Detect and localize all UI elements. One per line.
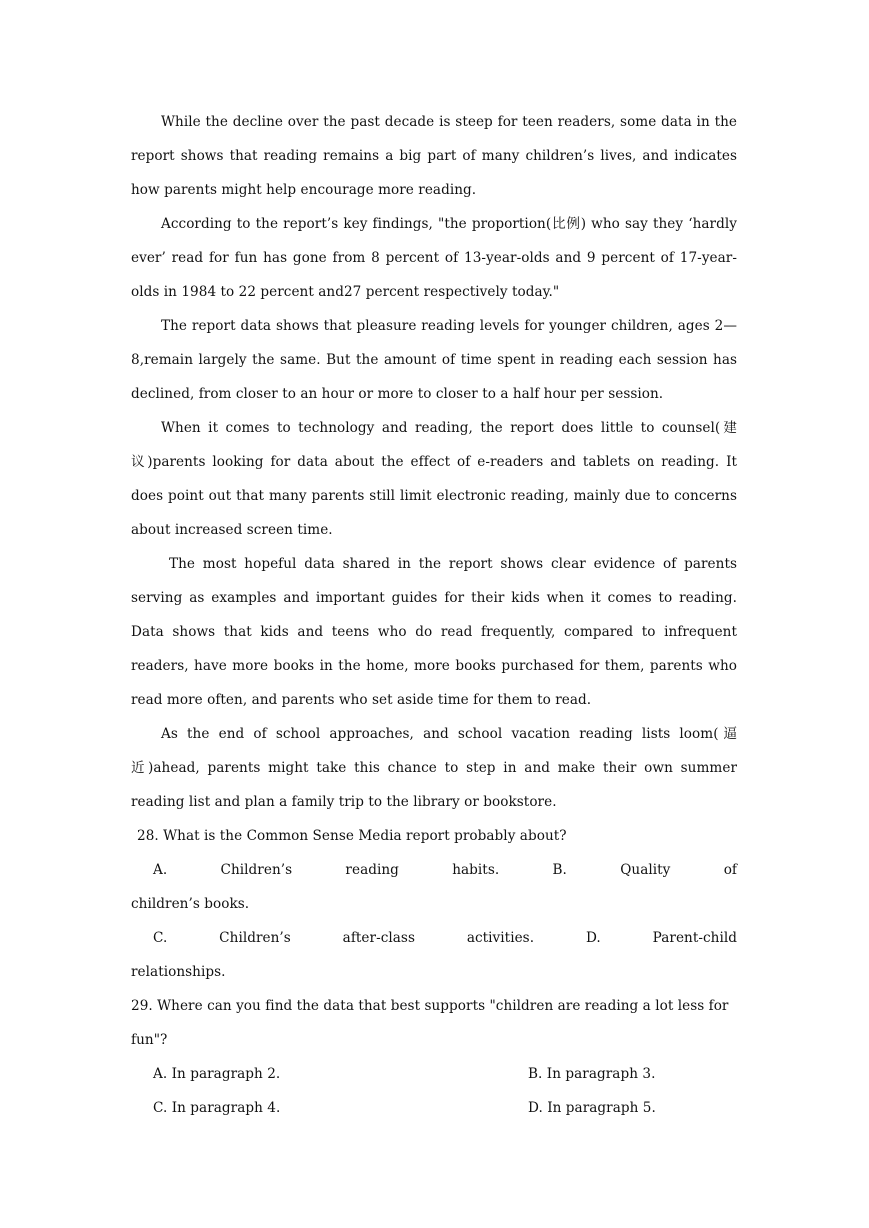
question-28-options-line-1: [131, 853, 737, 887]
question-29-options-row-2: [131, 1091, 737, 1125]
question-29-options-row-1: [131, 1057, 737, 1091]
option-28-d-word: Parent-child: [652, 930, 738, 946]
option-28-c: C. Children’s after-class activities.: [153, 930, 535, 946]
option-28-d-letter: D.: [585, 930, 601, 946]
option-29-d: D. In paragraph 5.: [528, 1100, 656, 1116]
question-28-options-line-2: [131, 921, 737, 955]
option-28-b-word-1: Quality: [620, 862, 671, 878]
question-28-stem: 28. What is the Common Sense Media report probably about?: [137, 828, 567, 844]
option-28-b-word-2: of: [723, 862, 738, 878]
paragraph-3: The report data shows that pleasure reading levels for younger children, ages 2—8,remain largely the same. But the amount of time spent in reading each session has declined, from closer to an hour or more to closer to a half hour per session.: [131, 318, 737, 402]
option-28-b-letter: B.: [552, 862, 567, 878]
option-29-b: B. In paragraph 3.: [528, 1066, 656, 1082]
paragraph-6: As the end of school approaches, and school vacation reading lists loom(逼近)ahead, parents might take this chance to step in and make their own summer reading list and plan a family trip to the library or bookstore.: [131, 726, 737, 810]
option-28-d-continuation: relationships.: [131, 964, 226, 980]
paragraph-5: The most hopeful data shared in the report shows clear evidence of parents serving as examples and important guides for their kids when it comes to reading. Data shows that kids and teens who do read frequently, compared to infrequent readers, have more books in the home, more books purchased for them, parents who read more often, and parents who set aside time for them to read.: [131, 556, 737, 708]
option-29-c: C. In paragraph 4.: [153, 1100, 281, 1116]
document-page: [131, 105, 737, 1125]
paragraph-1: While the decline over the past decade is steep for teen readers, some data in the report shows that reading remains a big part of many children’s lives, and indicates how parents might help encourage more reading.: [131, 114, 737, 198]
option-28-a: A. Children’s reading habits.: [153, 862, 500, 878]
option-28-b-continuation: children’s books.: [131, 896, 250, 912]
question-29-stem: 29. Where can you find the data that best supports "children are reading a lot less for fun"?: [131, 998, 729, 1048]
paragraph-4: When it comes to technology and reading, the report does little to counsel(建议)parents looking for data about the effect of e-readers and tablets on reading. It does point out that many parents still limit electronic reading, mainly due to concerns about increased screen time.: [131, 420, 737, 538]
option-29-a: A. In paragraph 2.: [153, 1066, 281, 1082]
paragraph-2: According to the report’s key findings, "the proportion(比例) who say they ‘hardly ever’ read for fun has gone from 8 percent of 13-year-olds and 9 percent of 17-year-olds in 1984 to 22 percent and27 percent respectively today.": [131, 216, 737, 300]
